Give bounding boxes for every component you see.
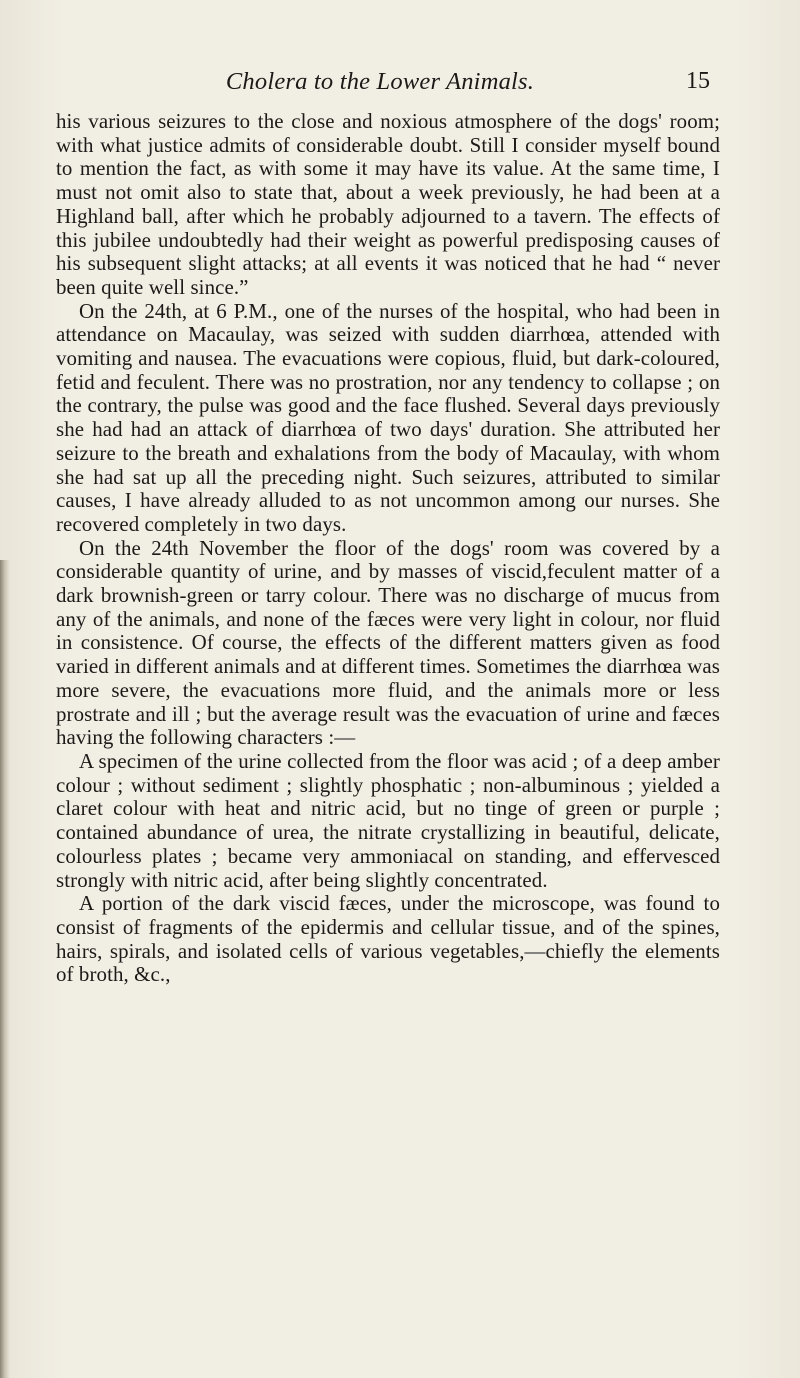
paragraph: his various seizures to the close and noxious atmosphere of the dogs' room; with what justice admits of considerable doubt. Still I consider myself bound to mention the fact, as with some it may have its value. At the same time, I must not omit also to state that, about a week previously, he had been at a Highland ball, after which he probably adjourned to a tavern. The effects of this jubilee undoubtedly had their weight as powerful predisposing causes of his subsequent slight attacks; at all events it was noticed that he had “ never been quite well since.” — [56, 109, 720, 299]
body-text — [56, 110, 720, 987]
paragraph: On the 24th November the floor of the dogs' room was covered by a considerable quantity of urine, and by masses of viscid,feculent matter of a dark brownish-green or tarry colour. There was no discharge of mucus from any of the animals, and none of the fæces were very light in colour, nor fluid in consistence. Of course, the effects of the different matters given as food varied in different animals and at different times. Sometimes the diarrhœa was more severe, the evacuations more fluid, and the animals more or less prostrate and ill ; but the average result was the evacuation of urine and fæces having the following characters :— — [56, 535, 720, 750]
paragraph: A specimen of the urine collected from the floor was acid ; of a deep amber colour ; without sediment ; slightly phosphatic ; non-albuminous ; yielded a claret colour with heat and nitric acid, but no tinge of green or purple ; contained abundance of urea, the nitrate crystallizing in beautiful, delicate, colourless plates ; became very ammoniacal on standing, and effervesced strongly with nitric acid, after being slightly concentrated. — [56, 748, 720, 892]
running-title: Cholera to the Lower Animals. — [225, 68, 535, 95]
paragraph: A portion of the dark viscid fæces, under the microscope, was found to consist of fragments of the epidermis and cellular tissue, and of the spines, hairs, spirals, and isolated cells of various vegetables,—chiefly the elements of broth, &c., — [56, 891, 720, 987]
page-number: 15 — [686, 68, 710, 94]
binding-shadow — [0, 560, 10, 1378]
paragraph: On the 24th, at 6 P.M., one of the nurses of the hospital, who had been in attendance on Macaulay, was seized with sudden diarrhœa, attended with vomiting and nausea. The evacuations were copious, fluid, but dark-coloured, fetid and feculent. There was no prostration, nor any tendency to collapse ; on the contrary, the pulse was good and the face flushed. Several days previously she had had an attack of diarrhœa of two days' duration. She attributed her seizure to the breath and exhalations from the body of Macaulay, with whom she had sat up all the preceding night. Such seizures, attributed to similar causes, I have already alluded to as not uncommon among our nurses. She recovered completely in two days. — [56, 298, 720, 536]
page-header — [60, 68, 710, 102]
